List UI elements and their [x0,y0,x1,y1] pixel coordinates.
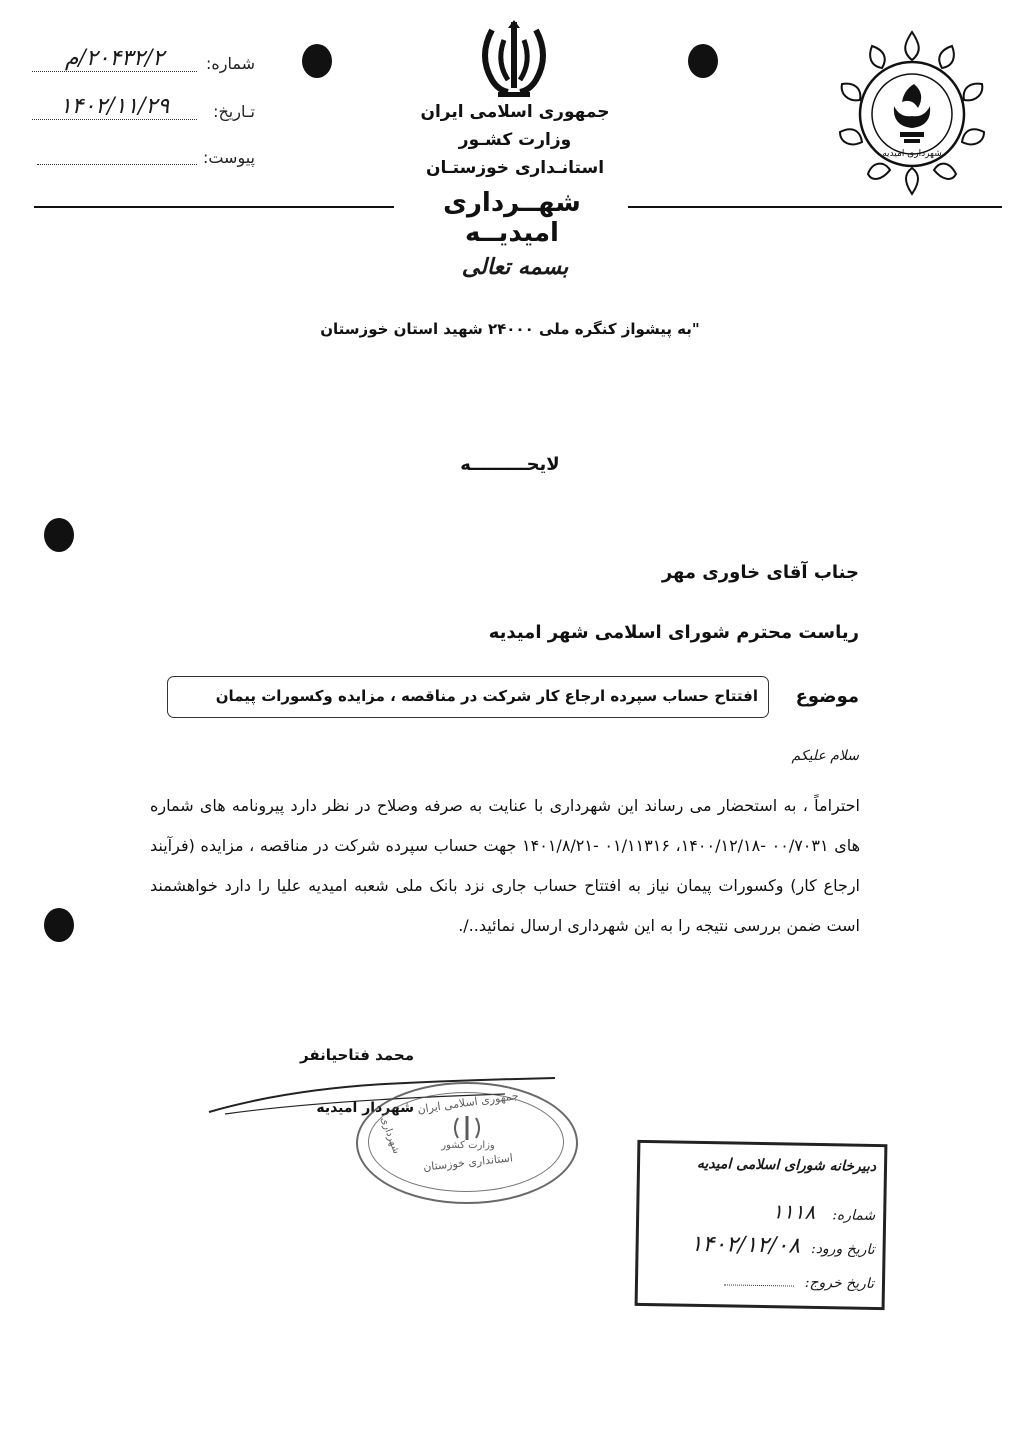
attachment-field [30,146,255,172]
body-paragraph: احتراماً ، به استحضار می رساند این شهرداری با عنایت به صرفه وصلاح در نظر دارد پیرونامه های شماره های ۰۰/۷۰۳۱ -۱۴۰۰/۱۲/۱۸، ۰۱/۱۱۳۱۶ -۱۴۰۱/۸/۲۱ جهت حساب سپرده شرکت در مناقصه ، مزایده (فرآیند ارجاع کار) وکسورات پیمان نیاز به افتتاح حساب جاری نزد بانک ملی شعبه امیدیه علیا را دارد خواهشمند است ضمن بررسی نتیجه را به این شهرداری ارسال نمائید../. [150,796,861,935]
svg-text:شهرداری امیدیه: شهرداری امیدیه [882,149,942,159]
gov-line-2: وزارت کشـور [458,130,572,150]
number-field [30,46,255,78]
attachment-value [37,146,197,165]
receipt-entry-label: تاریخ ورود: [810,1240,875,1258]
receipt-exit-label: تاریخ خروج: [804,1274,875,1292]
receipt-entry-value: ۱۴۰۲/۱۲/۰۸ [690,1231,801,1259]
date-value: ۱۴۰۲/۱۱/۲۹ [32,94,197,120]
recipient-line-1: جناب آقای خاوری مهر [661,562,859,583]
receipt-exit-value [724,1272,794,1286]
document-type: لایحـــــــــه [460,454,560,475]
number-value: ۲۰۴۳۲/۲/م [32,46,197,72]
slogan: "به پیشواز کنگره ملی ۲۴۰۰۰ شهید استان خوزستان [320,320,700,338]
seal-line-4: شهرداری [378,1115,402,1156]
punch-hole [688,44,718,78]
punch-hole [44,908,74,942]
round-seal [356,1082,578,1204]
municipality-logo-icon [832,28,992,198]
date-field [30,94,255,126]
receipt-stamp-title: دبیرخانه شورای اسلامی امیدیه [696,1155,877,1175]
gov-line-1: جمهوری اسلامی ایران [420,102,610,122]
subject-label: موضوع [795,686,859,707]
bismillah: بسمه تعالی [461,254,569,280]
number-label: شماره: [205,54,255,73]
recipient-line-2: ریاست محترم شورای اسلامی شهر امیدیه [488,622,859,643]
receipt-stamp [635,1140,888,1310]
iran-emblem-icon [474,18,554,100]
date-label: تـاریخ: [213,102,255,121]
subject-text: افتتاح حساب سپرده ارجاع کار شرکت در مناقصه ، مزایده وکسورات پیمان [215,687,758,705]
receipt-number-value: ۱۱۱۸ [772,1199,816,1224]
signatory-name: محمد فتاحیانفر [300,1046,414,1064]
attachment-label: پیوست: [202,148,255,167]
signatory-title: شهردار امیدیه [316,1100,414,1116]
org-title: شهــرداری امیدیــه [443,188,581,248]
receipt-number-row [647,1197,875,1229]
receipt-exit-row [646,1269,874,1297]
greeting: سلام علیکم [791,748,859,764]
seal-line-2: وزارت کشور [441,1140,495,1151]
header-rule-left [34,206,394,208]
header-rule-right [628,206,1002,208]
seal-line-1: جمهوری اسلامی ایران [416,1088,520,1117]
punch-hole [302,44,332,78]
gov-line-3: استانـداری خوزستـان [425,158,605,178]
subject-box [167,676,769,718]
seal-line-3: استانداری خوزستان [422,1151,514,1174]
punch-hole [44,518,74,552]
receipt-entry-row [646,1231,875,1267]
receipt-number-label: شماره: [832,1207,876,1224]
